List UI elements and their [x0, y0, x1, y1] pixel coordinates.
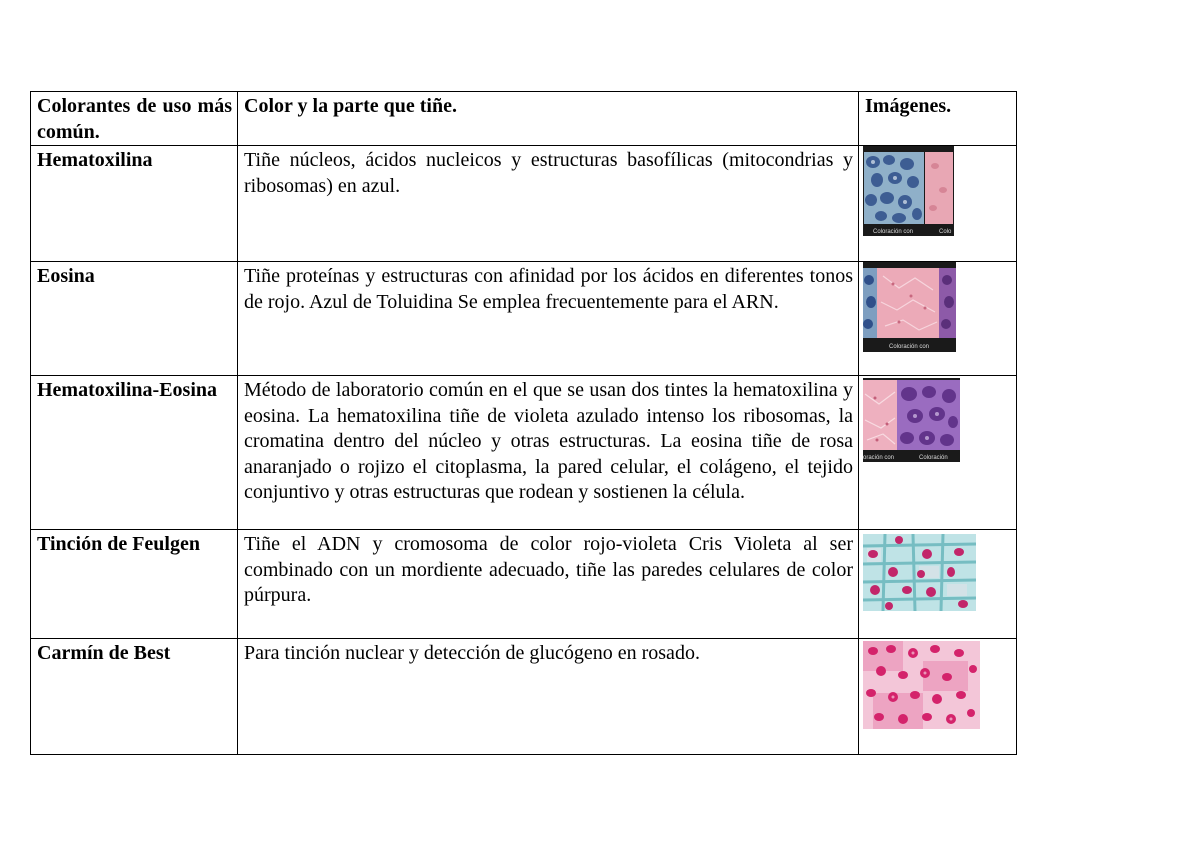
caption-a: oración con [863, 455, 895, 461]
carmin-micrograph [863, 641, 980, 729]
header-imagenes [859, 92, 1017, 146]
hematoxilina-eosina-micrograph [863, 378, 960, 462]
caption-a: Coloración con [889, 344, 930, 350]
row-descripcion: Para tinción nuclear y detección de glucógeno en rosado. [238, 639, 859, 755]
table-row [31, 639, 1017, 755]
header-color-parte: Color y la parte que tiñe. [238, 92, 859, 146]
header-colorantes: Colorantes de uso más común. [31, 92, 238, 146]
table-row [31, 262, 1017, 376]
eosina-micrograph [863, 262, 956, 352]
row-imagen-cell [859, 262, 1017, 376]
row-colorante: Eosina [31, 262, 238, 376]
header-imagenes-label: Imágenes. [865, 95, 952, 117]
row-colorante: Carmín de Best [31, 639, 238, 755]
caption-b: Colo [939, 229, 952, 235]
row-colorante: Hematoxilina [31, 146, 238, 262]
row-descripcion: Tiñe proteínas y estructuras con afinidad por los ácidos en diferentes tonos de rojo. Azul de Toluidina Se emplea frecuentemente para el ARN. [238, 262, 859, 376]
row-imagen-cell [859, 639, 1017, 755]
caption-b: Coloración [919, 455, 948, 461]
hematoxilina-micrograph [863, 146, 954, 236]
caption-a: Coloración con [873, 229, 914, 235]
row-descripcion: Tiñe núcleos, ácidos nucleicos y estructuras basofílicas (mitocondrias y ribosomas) en azul. [238, 146, 859, 262]
row-imagen-cell [859, 376, 1017, 530]
row-colorante: Tinción de Feulgen [31, 530, 238, 639]
table-row [31, 376, 1017, 530]
table-row [31, 146, 1017, 262]
feulgen-micrograph [863, 534, 976, 611]
dyes-table [30, 91, 1017, 755]
row-colorante: Hematoxilina-Eosina [31, 376, 238, 530]
row-descripcion: Tiñe el ADN y cromosoma de color rojo-violeta Cris Violeta al ser combinado con un mordiente adecuado, tiñe las paredes celulares de color púrpura. [238, 530, 859, 639]
row-imagen-cell [859, 530, 1017, 639]
row-imagen-cell [859, 146, 1017, 262]
row-descripcion: Método de laboratorio común en el que se usan dos tintes la hematoxilina y eosina. La hematoxilina tiñe de violeta azulado intenso los ribosomas, la cromatina dentro del núcleo y otras estructuras. La eosina tiñe de rosa anaranjado o rojizo el citoplasma, la pared celular, el colágeno, el tejido conjuntivo y otras estructuras que rodean y sostienen la célula. [238, 376, 859, 530]
table-row [31, 530, 1017, 639]
table-header-row [31, 92, 1017, 146]
